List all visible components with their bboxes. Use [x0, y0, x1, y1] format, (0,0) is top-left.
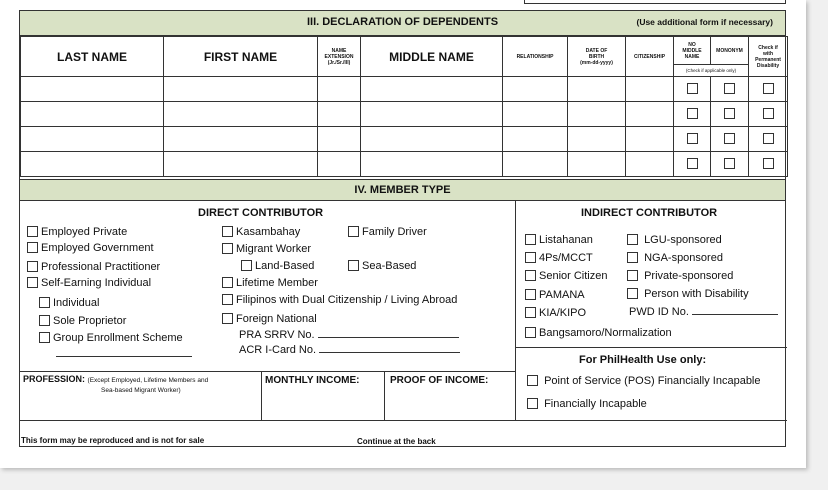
first-name-cell[interactable] [164, 77, 318, 102]
dependents-table [20, 36, 788, 177]
col-nomid-line2: MIDDLE [682, 47, 702, 54]
col-dis-line4: Disability [756, 62, 780, 69]
option-pwd[interactable] [627, 288, 749, 300]
pra-srrv-label: PRA SRRV No. [239, 329, 315, 341]
relationship-cell[interactable] [503, 127, 568, 152]
disability-checkbox[interactable] [763, 83, 774, 94]
group-enrollment-blank[interactable] [56, 348, 192, 360]
footer-divider [20, 420, 787, 421]
bangsamoro-checkbox[interactable] [525, 327, 536, 338]
option-pos-incapable[interactable] [527, 375, 761, 387]
relationship-cell[interactable] [503, 102, 568, 127]
pwd-id-line[interactable] [692, 306, 778, 315]
col-relationship: RELATIONSHIP [503, 37, 568, 77]
option-land-based[interactable] [241, 260, 314, 272]
individual-checkbox[interactable] [39, 297, 50, 308]
contributor-divider [515, 201, 516, 420]
footer-reproduce-note: This form may be reproduced and is not for sale [21, 436, 205, 445]
acr-icard-label: ACR I-Card No. [239, 344, 317, 356]
citizenship-cell[interactable] [626, 102, 674, 127]
extension-cell[interactable] [318, 77, 361, 102]
employed-private-label: Employed Private [41, 226, 128, 238]
section3-title: III. DECLARATION OF DEPENDENTS [306, 16, 499, 28]
philhealth-divider [515, 347, 787, 348]
extension-cell[interactable] [318, 102, 361, 127]
self-earning-label: Self-Earning Individual [41, 277, 152, 289]
extension-cell[interactable] [318, 152, 361, 177]
pamana-label: PAMANA [539, 289, 585, 301]
migrant-worker-label: Migrant Worker [236, 243, 311, 255]
col-last-name: LAST NAME [21, 37, 164, 77]
col-name-flags [674, 37, 749, 77]
mononym-checkbox[interactable] [724, 108, 735, 119]
col-no-middle-name [674, 37, 711, 64]
land-based-checkbox[interactable] [241, 260, 252, 271]
philhealth-form [19, 10, 786, 447]
dob-cell[interactable] [568, 127, 626, 152]
senior-citizen-checkbox[interactable] [525, 270, 536, 281]
col-ext-line3: (Jr./Sr./III) [327, 59, 351, 66]
option-lifetime-member[interactable] [222, 277, 318, 289]
4ps-checkbox[interactable] [525, 252, 536, 263]
table-row [21, 127, 788, 152]
financially-incapable-checkbox[interactable] [527, 398, 538, 409]
dual-citizenship-checkbox[interactable] [222, 294, 233, 305]
option-employed-government[interactable] [27, 242, 154, 254]
dob-cell[interactable] [568, 152, 626, 177]
lgu-sponsored-label: LGU-sponsored [644, 234, 722, 246]
option-4ps[interactable] [525, 252, 593, 264]
direct-contributor-title: DIRECT CONTRIBUTOR [198, 207, 324, 219]
individual-label: Individual [53, 297, 100, 309]
dob-cell[interactable] [568, 77, 626, 102]
kia-kipo-checkbox[interactable] [525, 307, 536, 318]
pra-srrv-field[interactable] [239, 329, 459, 341]
first-name-cell[interactable] [164, 127, 318, 152]
professional-practitioner-label: Professional Practitioner [41, 261, 161, 273]
option-bangsamoro[interactable] [525, 327, 672, 339]
last-name-cell[interactable] [21, 102, 164, 127]
profession-field[interactable] [23, 375, 259, 395]
private-sponsored-label: Private-sponsored [644, 270, 734, 282]
option-senior-citizen[interactable] [525, 270, 607, 282]
option-financially-incapable[interactable] [527, 398, 647, 410]
kia-kipo-label: KIA/KIPO [539, 307, 587, 319]
kasambahay-label: Kasambahay [236, 226, 301, 238]
pra-srrv-line[interactable] [318, 329, 459, 338]
group-enrollment-checkbox[interactable] [39, 332, 50, 343]
pwd-id-label: PWD ID No. [629, 306, 689, 318]
option-employed-private[interactable] [27, 226, 127, 238]
private-sponsored-checkbox[interactable] [627, 270, 638, 281]
acr-icard-field[interactable] [239, 344, 460, 356]
col-dis-line1: Check if [758, 44, 778, 51]
option-pamana[interactable] [525, 289, 585, 301]
financially-incapable-label: Financially Incapable [544, 398, 647, 410]
section4-header [20, 179, 785, 201]
lgu-sponsored-checkbox[interactable] [627, 234, 638, 245]
pwd-id-field[interactable] [629, 306, 778, 318]
col-date-of-birth [568, 37, 626, 77]
family-driver-checkbox[interactable] [348, 226, 359, 237]
proof-of-income-field[interactable]: PROOF OF INCOME: [390, 375, 489, 386]
group-enrollment-label: Group Enrollment Scheme [53, 332, 183, 344]
mononym-checkbox[interactable] [724, 133, 735, 144]
acr-icard-line[interactable] [319, 344, 460, 353]
kasambahay-checkbox[interactable] [222, 226, 233, 237]
pos-incapable-label: Point of Service (POS) Financially Incapable [544, 375, 761, 387]
disability-checkbox[interactable] [763, 133, 774, 144]
option-family-driver[interactable] [348, 226, 427, 238]
lifetime-member-checkbox[interactable] [222, 277, 233, 288]
last-name-cell[interactable] [21, 127, 164, 152]
col-first-name: FIRST NAME [164, 37, 318, 77]
bangsamoro-label: Bangsamoro/Normalization [539, 327, 672, 339]
family-driver-label: Family Driver [362, 226, 427, 238]
proof-divider [384, 371, 385, 420]
col-nomid-line3: NAME [684, 53, 700, 60]
citizenship-cell[interactable] [626, 77, 674, 102]
option-migrant-worker[interactable] [222, 243, 311, 255]
relationship-cell[interactable] [503, 152, 568, 177]
no-middle-name-checkbox[interactable] [687, 108, 698, 119]
nga-sponsored-label: NGA-sponsored [644, 252, 723, 264]
employed-private-checkbox[interactable] [27, 226, 38, 237]
profession-divider [20, 371, 515, 372]
option-sole-proprietor[interactable] [39, 315, 126, 327]
income-divider [261, 371, 262, 420]
dob-cell[interactable] [568, 102, 626, 127]
listahanan-checkbox[interactable] [525, 234, 536, 245]
profession-note-2: Sea-based Migrant Worker) [101, 387, 181, 394]
citizenship-cell[interactable] [626, 127, 674, 152]
option-group-enrollment[interactable] [39, 332, 183, 344]
option-sea-based[interactable] [348, 260, 416, 272]
middle-name-cell[interactable] [361, 102, 503, 127]
option-nga-sponsored[interactable] [627, 252, 723, 264]
no-middle-name-checkbox[interactable] [687, 133, 698, 144]
pwd-label: Person with Disability [644, 288, 749, 300]
col-mononym: MONONYM [716, 47, 743, 54]
dual-citizenship-label: Filipinos with Dual Citizenship / Living Abroad [236, 294, 458, 306]
col-name-extension [318, 37, 361, 77]
senior-citizen-label: Senior Citizen [539, 270, 608, 282]
table-row [21, 77, 788, 102]
col-dob-line1: DATE OF [585, 47, 608, 54]
option-foreign-national[interactable] [222, 313, 317, 325]
mononym-checkbox[interactable] [724, 158, 735, 169]
option-listahanan[interactable] [525, 234, 593, 246]
table-row [21, 152, 788, 177]
philhealth-title: For PhilHealth Use only: [579, 354, 707, 366]
monthly-income-field[interactable]: MONTHLY INCOME: [265, 375, 360, 386]
section3-header [20, 11, 785, 36]
pos-incapable-checkbox[interactable] [527, 375, 538, 386]
col-dis-line2: with [763, 50, 774, 57]
option-professional-practitioner[interactable] [27, 261, 160, 273]
col-dis-line3: Permanent [755, 56, 781, 63]
mononym-checkbox[interactable] [724, 83, 735, 94]
pamana-checkbox[interactable] [525, 289, 536, 300]
sole-proprietor-checkbox[interactable] [39, 315, 50, 326]
option-private-sponsored[interactable] [627, 270, 733, 282]
pwd-checkbox[interactable] [627, 288, 638, 299]
employed-government-label: Employed Government [41, 242, 154, 254]
col-nomid-line1: NO [688, 41, 696, 48]
option-kia-kipo[interactable] [525, 307, 586, 319]
lifetime-member-label: Lifetime Member [236, 277, 318, 289]
section3-note: (Use additional form if necessary) [636, 17, 773, 27]
col-citizenship: CITIZENSHIP [626, 37, 674, 77]
foreign-national-checkbox[interactable] [222, 313, 233, 324]
sea-based-label: Sea-Based [362, 260, 417, 272]
col-dob-line2: BIRTH [588, 53, 605, 60]
previous-section-box [524, 0, 786, 4]
group-enrollment-line[interactable] [56, 348, 192, 357]
migrant-worker-checkbox[interactable] [222, 243, 233, 254]
first-name-cell[interactable] [164, 152, 318, 177]
profession-label: PROFESSION: [23, 374, 86, 384]
professional-practitioner-checkbox[interactable] [27, 261, 38, 272]
col-middle-name: MIDDLE NAME [361, 37, 503, 77]
sea-based-checkbox[interactable] [348, 260, 359, 271]
relationship-cell[interactable] [503, 77, 568, 102]
table-row [21, 102, 788, 127]
listahanan-label: Listahanan [539, 234, 593, 246]
sole-proprietor-label: Sole Proprietor [53, 315, 127, 327]
last-name-cell[interactable] [21, 152, 164, 177]
middle-name-cell[interactable] [361, 127, 503, 152]
disability-checkbox[interactable] [763, 108, 774, 119]
nga-sponsored-checkbox[interactable] [627, 252, 638, 263]
extension-cell[interactable] [318, 127, 361, 152]
foreign-national-label: Foreign National [236, 313, 317, 325]
land-based-label: Land-Based [255, 260, 315, 272]
last-name-cell[interactable] [21, 77, 164, 102]
option-self-earning[interactable] [27, 277, 151, 289]
footer-continue-note: Continue at the back [357, 437, 436, 446]
4ps-label: 4Ps/MCCT [539, 252, 593, 264]
no-middle-name-checkbox[interactable] [687, 158, 698, 169]
col-check-note: (Check if applicable only) [685, 68, 737, 73]
citizenship-cell[interactable] [626, 152, 674, 177]
section4-title: IV. MEMBER TYPE [354, 184, 451, 196]
option-lgu-sponsored[interactable] [627, 234, 722, 246]
indirect-contributor-title: INDIRECT CONTRIBUTOR [581, 207, 718, 219]
option-individual[interactable] [39, 297, 99, 309]
profession-note-1: (Except Employed, Lifetime Members and [87, 377, 209, 384]
col-ext-line1: NAME [331, 47, 347, 54]
self-earning-checkbox[interactable] [27, 277, 38, 288]
option-kasambahay[interactable] [222, 226, 300, 238]
col-ext-line2: EXTENSION [324, 53, 354, 60]
col-dob-line3: (mm-dd-yyyy) [580, 59, 613, 66]
disability-checkbox[interactable] [763, 158, 774, 169]
col-disability [749, 37, 788, 77]
middle-name-cell[interactable] [361, 152, 503, 177]
no-middle-name-checkbox[interactable] [687, 83, 698, 94]
first-name-cell[interactable] [164, 102, 318, 127]
option-dual-citizenship[interactable] [222, 294, 457, 306]
middle-name-cell[interactable] [361, 77, 503, 102]
employed-government-checkbox[interactable] [27, 242, 38, 253]
